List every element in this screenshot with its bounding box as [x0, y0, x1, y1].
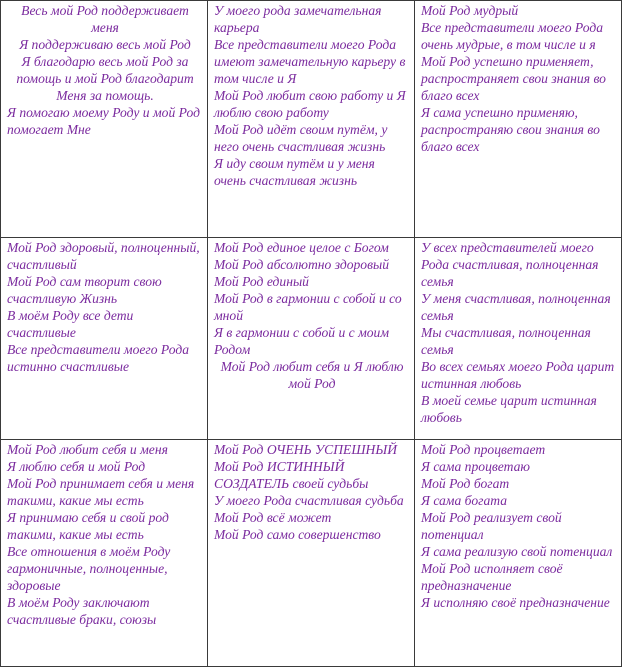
affirmation-line: Мой Род само совершенство	[214, 526, 381, 542]
affirmation-line: Мой Род реализует свой потенциал	[421, 509, 562, 542]
table-row	[1, 439, 622, 666]
table-cell	[415, 238, 622, 440]
affirmation-line: Все представители моего Рода очень мудрые, в том числе и я	[421, 20, 604, 52]
affirmation-line: Мой Род процветает	[421, 441, 546, 457]
table-row	[1, 1, 622, 238]
affirmation-line: Мой Род ИСТИННЫЙ СОЗДАТЕЛЬ своей судьбы	[214, 458, 369, 491]
affirmation-line: Я поддерживаю весь мой Род	[19, 37, 191, 52]
table-cell	[208, 439, 415, 666]
affirmation-line: Я благодарю весь мой Род за помощь и мой Род благодарит Меня за помощь.	[16, 54, 194, 103]
affirmation-line: Я в гармонии с собой и с моим Родом	[214, 325, 390, 358]
table-cell	[415, 439, 622, 666]
table-cell	[1, 1, 208, 238]
affirmation-line: Мой Род абсолютно здоровый	[214, 257, 389, 273]
affirmation-line: У всех представителей моего Рода счастливая, полноценная семья	[421, 240, 599, 290]
table-cell	[1, 439, 208, 666]
affirmation-line: Мой Род единое целое с Богом	[214, 240, 389, 256]
affirmation-line: У моего Рода счастливая судьба	[214, 492, 404, 508]
table-cell	[208, 1, 415, 238]
affirmation-line: Я помогаю моему Роду и мой Род помогает Мне	[7, 105, 200, 137]
affirmation-line: Мой Род любит себя и меня	[7, 441, 168, 457]
affirmation-line: У меня счастливая, полноценная семья	[421, 291, 611, 324]
affirmation-line: Мой Род успешно применяет, распространяет свои знания во благо всех	[421, 54, 606, 103]
affirmation-line: Весь мой Род поддерживает меня	[21, 3, 189, 35]
table-cell	[1, 238, 208, 440]
affirmation-line: Я сама реализую свой потенциал	[421, 543, 613, 559]
affirmation-line: Мой Род принимает себя и меня такими, какие мы есть	[7, 475, 195, 508]
affirmation-line: В моей семье царит истинная любовь	[421, 393, 597, 426]
table-row	[1, 238, 622, 440]
affirmation-line: Мой Род идёт своим путём, у него очень счастливая жизнь	[214, 122, 388, 154]
affirmation-line: В моём Роду все дети счастливые	[7, 308, 134, 341]
affirmation-line: В моём Роду заключают счастливые браки, союзы	[7, 594, 157, 627]
affirmation-line: Все представители моего Рода истинно счастливые	[7, 342, 190, 375]
affirmation-line: Мой Род в гармонии с собой и со мной	[214, 291, 402, 324]
affirmation-line: Я сама процветаю	[421, 458, 530, 474]
affirmation-line: Я принимаю себя и свой род такими, какие мы есть	[7, 509, 169, 542]
affirmation-line: Все представители моего Рода имеют замечательную карьеру в том числе и Я	[214, 37, 406, 86]
affirmation-line: Мой Род всё может	[214, 509, 332, 525]
affirmation-line: Мой Род сам творит свою счастливую Жизнь	[7, 274, 162, 307]
affirmation-line: Мой Род богат	[421, 475, 510, 491]
affirmation-line: Мой Род ОЧЕНЬ УСПЕШНЫЙ	[214, 441, 398, 457]
table-cell	[415, 1, 622, 238]
affirmation-line: Я иду своим путём и у меня очень счастливая жизнь	[214, 156, 375, 188]
affirmation-line: Я сама богата	[421, 492, 508, 508]
affirmation-line: Я исполняю своё предназначение	[421, 594, 610, 610]
affirmation-line: Во всех семьях моего Рода царит истинная любовь	[421, 359, 615, 392]
affirmation-line: Мой Род любит свою работу и Я люблю свою работу	[214, 88, 406, 120]
affirmation-line: Мой Род исполняет своё предназначение	[421, 560, 563, 593]
affirmation-line: Все отношения в моём Роду гармоничные, полноценные, здоровые	[7, 543, 171, 593]
affirmation-line: Я сама успешно применяю, распространяю свои знания во благо всех	[421, 105, 600, 154]
affirmation-line: Я люблю себя и мой Род	[7, 458, 146, 474]
affirmation-line: Мой Род здоровый, полноценный, счастливый	[7, 240, 200, 273]
affirmation-line: Мой Род единый	[214, 274, 309, 290]
affirmation-line: Мой Род мудрый	[421, 3, 519, 18]
affirmation-line: Мы счастливая, полноценная семья	[421, 325, 591, 358]
table-cell	[208, 238, 415, 440]
affirmation-line: У моего рода замечательная карьера	[214, 3, 382, 35]
affirmation-line: Мой Род любит себя и Я люблю мой Род	[220, 359, 404, 392]
